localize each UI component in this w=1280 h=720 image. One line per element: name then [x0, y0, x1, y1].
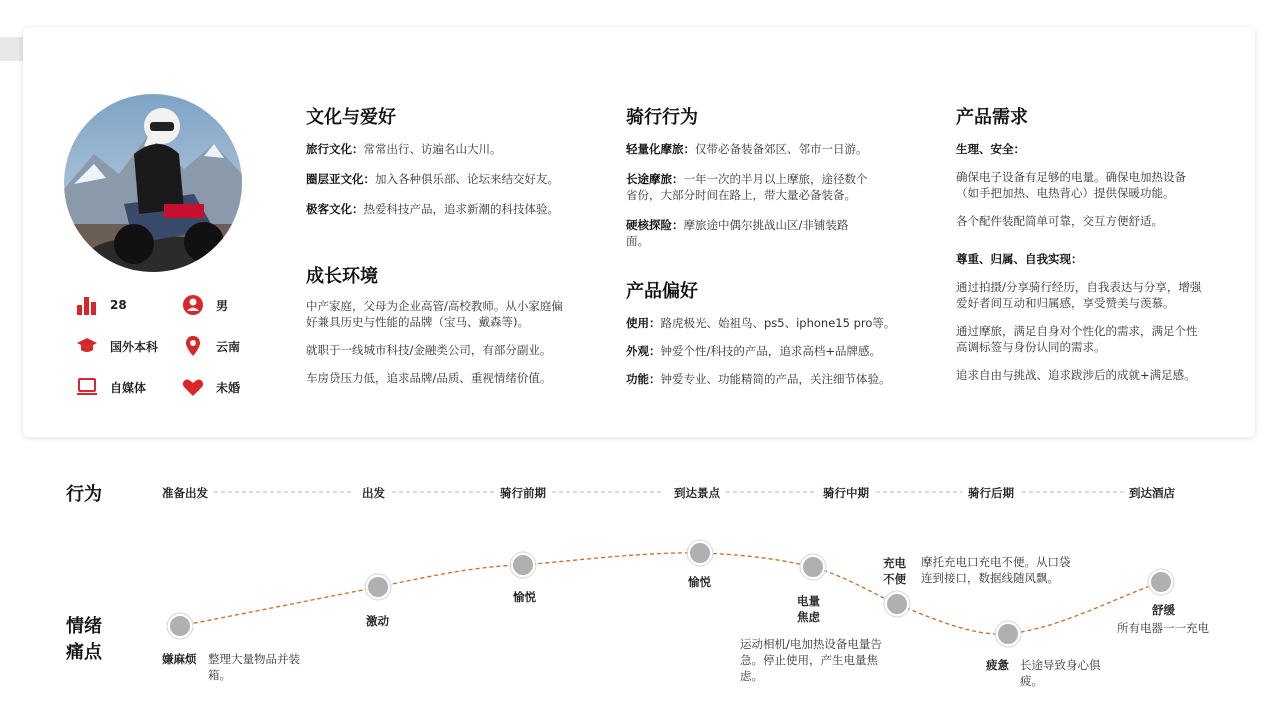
stage-label: 到达景点 [674, 486, 720, 500]
stat-age-label: 28 [110, 298, 127, 312]
needs-paragraph: 追求自由与挑战、追求跋涉后的成就+满足感。 [956, 368, 1196, 382]
emotion-point [512, 554, 534, 576]
stat-marital-label: 未婚 [216, 380, 241, 395]
preference-item: 使用：路虎极光、始祖鸟、ps5、iphone15 pro等。 [626, 316, 896, 330]
stage-label: 准备出发 [162, 486, 208, 500]
emotion-point [367, 576, 389, 598]
stage-label: 骑行后期 [968, 486, 1014, 500]
stage-label: 出发 [362, 486, 385, 500]
needs-paragraph: 通过摩旅，满足自身对个性化的需求，满足个性高调标签与身份认同的需求。 [956, 324, 1198, 354]
emotion-label: 愉悦 [513, 590, 536, 604]
needs-paragraph: 各个配件装配简单可靠，交互方便舒适。 [956, 214, 1163, 228]
culture-title: 文化与爱好 [306, 107, 396, 128]
emotion-label: 愉悦 [688, 575, 711, 589]
riding-item: 轻量化摩旅：仅带必备装备郊区、邻市一日游。 [626, 142, 868, 156]
growth-paragraph: 中产家庭，父母为企业高管/高校教师。从小家庭偏好兼具历史与性能的品牌（宝马、戴森等)。 [306, 299, 563, 329]
emotion-note: 摩托充电口充电不便。从口袋连到接口，数据线随风飘。 [921, 555, 1071, 585]
emotion-label: 疲惫 [986, 658, 1009, 672]
preference-item: 外观：钟爱个性/科技的产品，追求高档+品牌感。 [626, 344, 882, 358]
stat-education-label: 国外本科 [110, 339, 159, 354]
needs-paragraph: 确保电子设备有足够的电量。确保电加热设备（如手把加热、电热背心）提供保暖功能。 [956, 170, 1186, 200]
needs-heading: 尊重、归属、自我实现： [956, 252, 1083, 266]
culture-item: 极客文化：热爱科技产品，追求新潮的科技体验。 [306, 202, 559, 216]
stage-label: 骑行前期 [500, 486, 546, 500]
needs-heading: 生理、安全： [956, 142, 1025, 156]
needs-paragraph: 通过拍摄/分享骑行经历，自我表达与分享，增强爱好者间互动和归属感，享受赞美与羡慕。 [956, 280, 1202, 310]
growth-title: 成长环境 [306, 266, 378, 287]
emotion-label: 充电 不便 [883, 556, 906, 586]
stage-label: 骑行中期 [823, 486, 869, 500]
emotion-point [1150, 571, 1172, 593]
growth-paragraph: 就职于一线城市科技/金融类公司，有部分副业。 [306, 343, 552, 357]
emotion-note: 长途导致身心俱疲。 [1020, 658, 1101, 688]
riding-item: 硬核探险：摩旅途中偶尔挑战山区/非铺装路面。 [626, 218, 849, 248]
emotion-note: 整理大量物品并装箱。 [208, 652, 300, 682]
stat-gender-label: 男 [216, 298, 229, 313]
emotion-point [997, 623, 1019, 645]
emotion-point [886, 593, 908, 615]
emotion-point [689, 542, 711, 564]
emotion-note: 所有电器一一充电 [1117, 621, 1209, 635]
emotion-label: 舒缓 [1152, 603, 1175, 617]
needs-title: 产品需求 [956, 107, 1028, 128]
emotion-note: 运动相机/电加热设备电量告急。停止使用，产生电量焦虑。 [740, 637, 882, 683]
behavior-row-label: 行为 [66, 484, 102, 505]
emotion-label: 电量 焦虑 [797, 594, 820, 624]
emotion-point [802, 556, 824, 578]
culture-item: 旅行文化：常常出行、访遍名山大川。 [306, 142, 502, 156]
riding-title: 骑行行为 [626, 107, 698, 128]
stat-location-label: 云南 [216, 339, 241, 354]
preference-item: 功能：钟爱专业、功能精简的产品，关注细节体验。 [626, 372, 891, 386]
stat-occupation-label: 自媒体 [110, 380, 147, 395]
riding-item: 长途摩旅：一年一次的半月以上摩旅，途径数个省份，大部分时间在路上，带大量必备装备。 [626, 172, 868, 202]
preference-title: 产品偏好 [626, 281, 698, 302]
emotion-label: 嫌麻烦 [162, 652, 197, 666]
emotion-point [169, 615, 191, 637]
emotion-label: 激动 [366, 614, 389, 628]
stage-label: 到达酒店 [1129, 486, 1175, 500]
growth-paragraph: 车房贷压力低，追求品牌/品质、重视情绪价值。 [306, 371, 552, 385]
culture-item: 圈层亚文化：加入各种俱乐部、论坛来结交好友。 [306, 172, 559, 186]
emotion-row-label: 情绪 痛点 [66, 616, 102, 663]
